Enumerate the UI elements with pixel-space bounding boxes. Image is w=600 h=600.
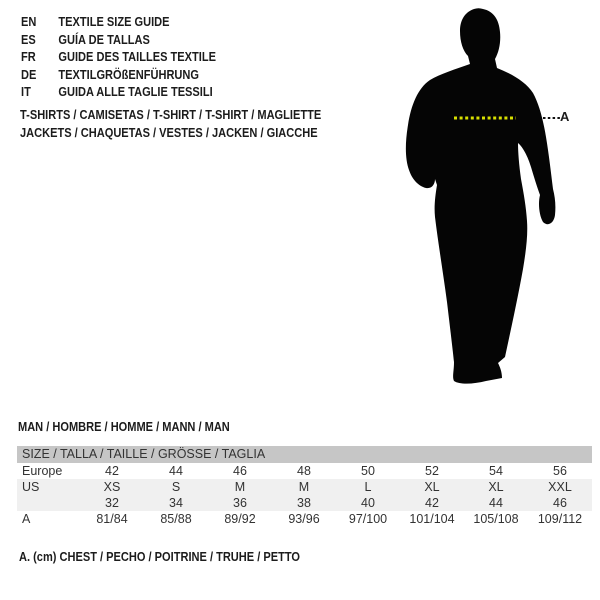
size-table	[17, 446, 592, 527]
size-cell: 34	[169, 496, 183, 510]
table-row-europe	[17, 463, 592, 479]
size-cell: 52	[425, 464, 439, 478]
size-cell: 109/112	[537, 512, 583, 526]
language-row-es	[21, 31, 216, 49]
size-cell: 105/108	[473, 512, 519, 526]
guide-title-it: GUIDA ALLE TAGLIE TESSILI	[58, 84, 213, 99]
size-cell: L	[364, 480, 372, 494]
guide-title-en: TEXTILE SIZE GUIDE	[58, 14, 170, 29]
size-cell: 38	[297, 496, 311, 510]
category-tshirts: T-SHIRTS / CAMISETAS / T-SHIRT / T-SHIRT / MAGLIETTE	[20, 107, 322, 122]
size-cell: 50	[361, 464, 375, 478]
size-cell: M	[298, 480, 310, 494]
language-code: IT	[21, 84, 31, 99]
size-cell: XL	[488, 480, 504, 494]
section-title-man: MAN / HOMBRE / HOMME / MANN / MAN	[18, 419, 230, 434]
size-cell: 32	[105, 496, 119, 510]
size-cell: 44	[169, 464, 183, 478]
size-cell: XS	[103, 480, 121, 494]
garment-categories	[20, 106, 321, 141]
man-silhouette-figure	[402, 7, 564, 387]
guide-title-de: TEXTILGRÖßENFÜHRUNG	[58, 66, 199, 82]
table-row-chest-cm	[17, 511, 592, 527]
row-label: US	[22, 480, 40, 494]
size-cell: 56	[553, 464, 567, 478]
measure-label-a: A	[560, 109, 570, 124]
size-cell: 42	[425, 496, 439, 510]
size-cell: 101/104	[409, 512, 455, 526]
size-cell: 40	[361, 496, 375, 510]
size-cell: 93/96	[288, 512, 320, 526]
language-code: DE	[21, 66, 37, 82]
row-label: Europe	[22, 464, 63, 478]
man-silhouette-shape	[406, 8, 556, 383]
size-cell: XXL	[548, 480, 572, 494]
size-cell: M	[234, 480, 246, 494]
size-table-header: SIZE / TALLA / TAILLE / GRÖSSE / TAGLIA	[17, 446, 592, 463]
size-cell: 48	[297, 464, 311, 478]
size-cell: 42	[105, 464, 119, 478]
size-cell: 36	[233, 496, 247, 510]
language-title-list	[21, 13, 216, 101]
category-jackets: JACKETS / CHAQUETAS / VESTES / JACKEN / GIACCHE	[20, 124, 318, 140]
size-cell: XL	[424, 480, 440, 494]
row-label: A	[22, 512, 31, 526]
language-row-it	[21, 83, 216, 101]
size-cell: 46	[553, 496, 567, 510]
language-row-de	[21, 66, 216, 84]
language-row-en	[21, 13, 216, 31]
size-cell: S	[171, 480, 181, 494]
guide-title-es: GUÍA DE TALLAS	[58, 31, 150, 47]
size-cell: 89/92	[224, 512, 256, 526]
row-label	[17, 495, 80, 511]
size-cell: 81/84	[96, 512, 128, 526]
size-cell: 85/88	[160, 512, 192, 526]
size-cell: 46	[233, 464, 247, 478]
size-cell: 54	[489, 464, 503, 478]
table-row-us	[17, 479, 592, 495]
table-row-alt-numeric	[17, 495, 592, 511]
language-code: FR	[21, 49, 36, 64]
language-code: EN	[21, 14, 37, 29]
size-cell: 44	[489, 496, 503, 510]
language-row-fr	[21, 48, 216, 66]
guide-title-fr: GUIDE DES TAILLES TEXTILE	[58, 49, 216, 64]
language-code: ES	[21, 31, 36, 47]
measurement-footnote: A. (cm) CHEST / PECHO / POITRINE / TRUHE / PETTO	[19, 549, 300, 564]
size-cell: 97/100	[348, 512, 388, 526]
